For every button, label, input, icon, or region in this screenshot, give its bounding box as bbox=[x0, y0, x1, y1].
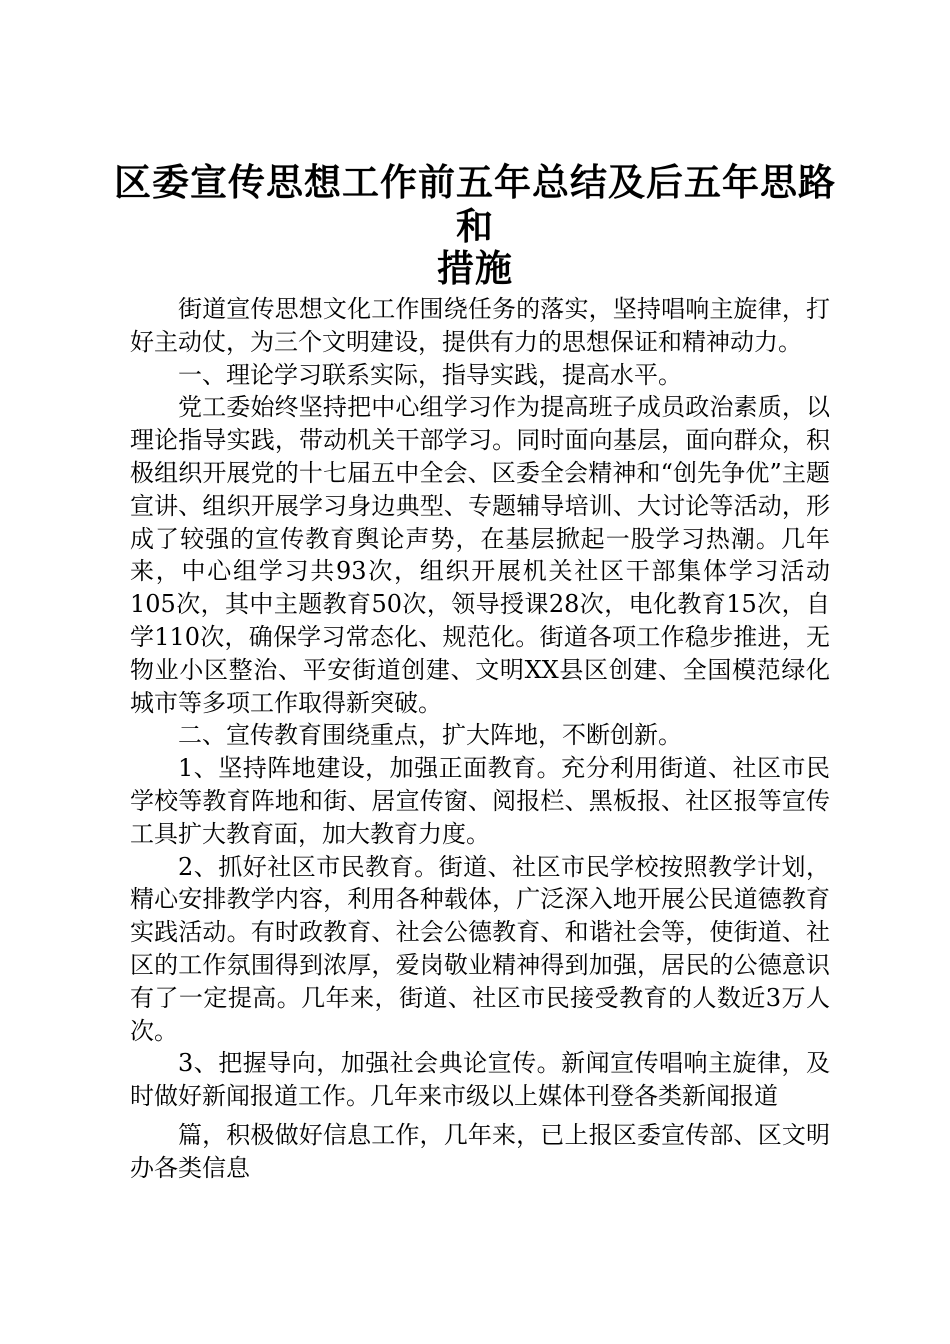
paragraph-item-3: 3、把握导向，加强社会典论宣传。新闻宣传唱响主旋律，及时做好新闻报道工作。几年来市级以上媒体刊登各类新闻报道 bbox=[130, 1049, 830, 1111]
paragraph-continued: 篇，积极做好信息工作，几年来，已上报区委宣传部、区文明办各类信息 bbox=[130, 1120, 830, 1182]
section-heading-2: 二、宣传教育围绕重点，扩大阵地，不断创新。 bbox=[178, 721, 682, 750]
paragraph-theory-study: 党工委始终坚持把中心组学习作为提高班子成员政治素质，以理论指导实践，带动机关干部学习。同时面向基层，面向群众，积极组织开展党的十七届五中全会、区委全会精神和“创先争优”主题宣讲、组织开展学习身边典型、专题辅导培训、大讨论等活动，形成了较强的宣传教育舆论声势，在基层掀起一股学习热潮。几年来，中心组学习共93次，组织开展机关社区干部集体学习活动105次，其中主题教育50次，领导授课28次，电化教育15次，自学110次，确保学习常态化、规范化。街道各项工作稳步推进，无物业小区整治、平安街道创建、文明XX县区创建、全国模范绿化城市等多项工作取得新突破。 bbox=[130, 393, 830, 717]
document-title-line-2: 措施 bbox=[437, 246, 513, 290]
paragraph-item-2: 2、抓好社区市民教育。街道、社区市民学校按照教学计划，精心安排教学内容，利用各种载体，广泛深入地开展公民道德教育实践活动。有时政教育、社会公德教育、和谐社会等，使街道、社区的工作氛围得到浓厚，爱岗敬业精神得到加强，居民的公德意识有了一定提高。几年来，街道、社区市民接受教育的人数近3万人次。 bbox=[130, 852, 830, 1045]
document-title-line-1: 区委宣传思想工作前五年总结及后五年思路和 bbox=[114, 160, 836, 248]
paragraph-item-1: 1、坚持阵地建设，加强正面教育。充分利用街道、社区市民学校等教育阵地和街、居宣传窗、阅报栏、黑板报、社区报等宣传工具扩大教育面，加大教育力度。 bbox=[130, 754, 830, 848]
paragraph-intro: 街道宣传思想文化工作围绕任务的落实，坚持唱响主旋律，打好主动仗，为三个文明建设，提供有力的思想保证和精神动力。 bbox=[130, 295, 830, 356]
section-heading-1: 一、理论学习联系实际，指导实践，提高水平。 bbox=[178, 360, 682, 389]
document-body bbox=[130, 293, 830, 1185]
